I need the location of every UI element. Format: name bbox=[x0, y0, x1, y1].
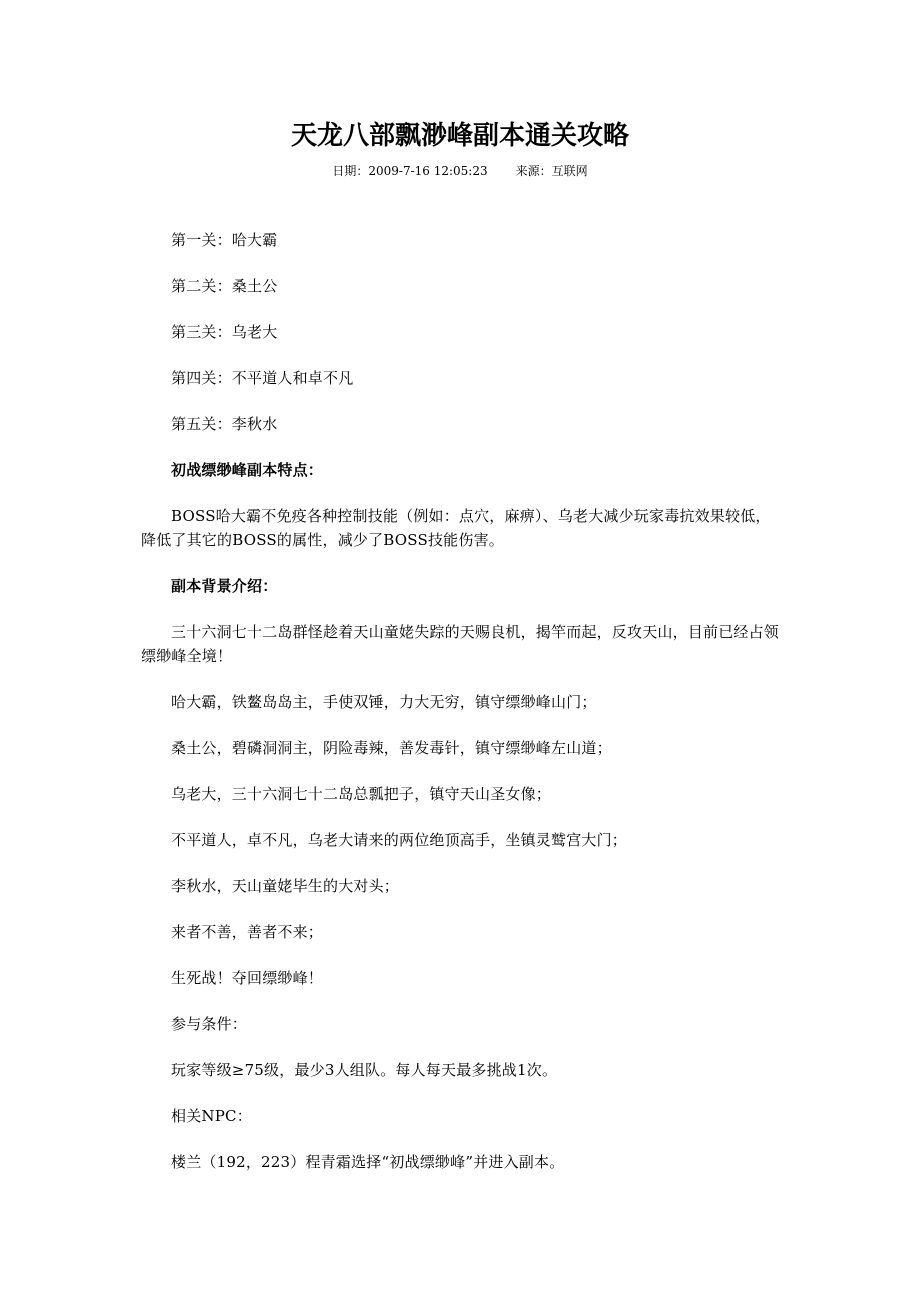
paragraph-level-4: 第四关：不平道人和卓不凡 bbox=[171, 369, 354, 387]
paragraph-requirements: 玩家等级≥75级，最少3人组队。每人每天最多挑战1次。 bbox=[171, 1061, 558, 1079]
paragraph-battle-cry: 生死战！夺回缥缈峰！ bbox=[171, 969, 324, 987]
paragraph-boss-hadaba: 哈大霸，铁鳌岛岛主，手使双锤，力大无穷，镇守缥缈峰山门； bbox=[171, 693, 597, 711]
paragraph-dungeon-features: BOSS哈大霸不免疫各种控制技能（例如：点穴，麻痹）、乌老大减少玩家毒抗效果较低，降低了其它的BOSS的属性，减少了BOSS技能伤害。 bbox=[141, 507, 771, 549]
paragraph-boss-bupingdaoren: 不平道人，卓不凡，乌老大请来的两位绝顶高手，坐镇灵鹫宫大门； bbox=[171, 831, 628, 849]
heading-related-npc: 相关NPC： bbox=[171, 1107, 252, 1125]
paragraph-saying: 来者不善，善者不来； bbox=[171, 923, 324, 941]
article-meta bbox=[0, 162, 920, 180]
article-date: 日期：2009-7-16 12:05:23 bbox=[332, 164, 488, 178]
article-source: 来源：互联网 bbox=[515, 164, 588, 178]
paragraph-level-1: 第一关：哈大霸 bbox=[171, 231, 278, 249]
paragraph-level-5: 第五关：李秋水 bbox=[171, 415, 278, 433]
paragraph-level-2: 第二关：桑土公 bbox=[171, 277, 278, 295]
paragraph-level-3: 第三关：乌老大 bbox=[171, 323, 278, 341]
paragraph-boss-liqiushui: 李秋水，天山童姥毕生的大对头； bbox=[171, 877, 400, 895]
heading-dungeon-features: 初战缥缈峰副本特点： bbox=[171, 461, 324, 479]
paragraph-related-npc: 楼兰（192，223）程青霜选择“初战缥缈峰”并进入副本。 bbox=[171, 1153, 565, 1171]
paragraph-boss-sangtugong: 桑土公，碧磷洞洞主，阴险毒辣，善发毒针，镇守缥缈峰左山道； bbox=[171, 739, 612, 757]
article-title: 天龙八部飘渺峰副本通关攻略 bbox=[290, 121, 629, 151]
heading-requirements: 参与条件： bbox=[171, 1015, 248, 1033]
paragraph-background: 三十六洞七十二岛群怪趁着天山童姥失踪的天赐良机，揭竿而起，反攻天山，目前已经占领缥缈峰全境！ bbox=[141, 623, 780, 665]
heading-background: 副本背景介绍： bbox=[171, 577, 278, 595]
paragraph-boss-wulaoda: 乌老大，三十六洞七十二岛总瓢把子，镇守天山圣女像； bbox=[171, 785, 552, 803]
